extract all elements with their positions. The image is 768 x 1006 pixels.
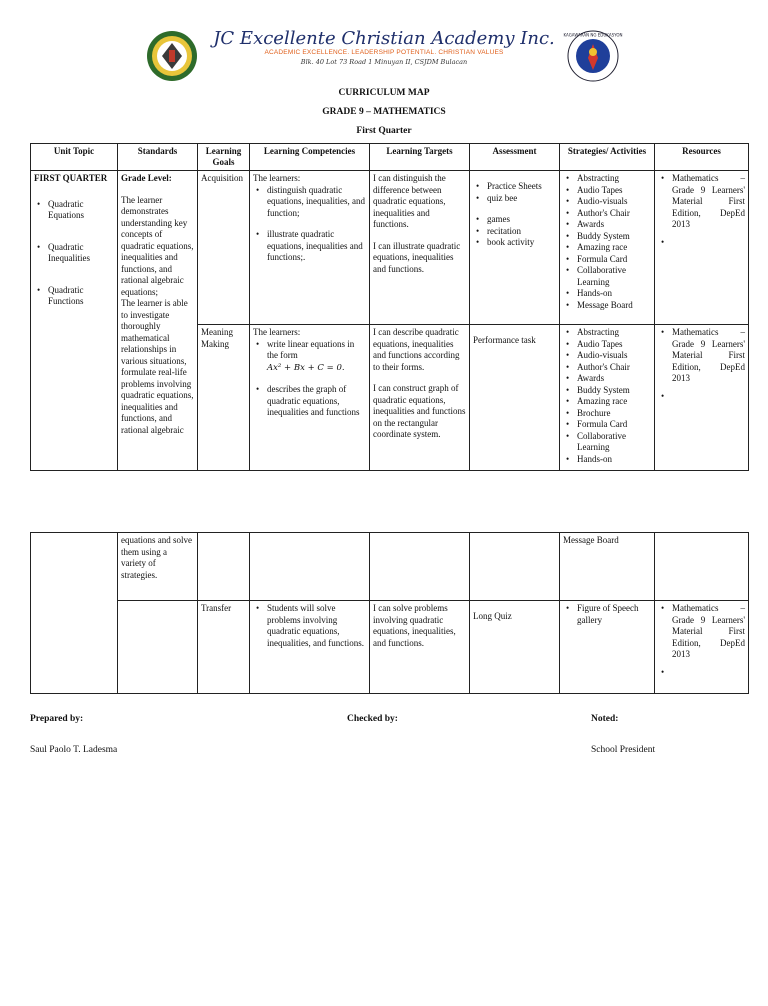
list-item: • Amazing race [563,396,651,408]
targets-cell [370,171,470,325]
list-item [658,391,745,403]
assessment-cell [470,325,560,471]
deped-ring-text: KAGAWARAN NG EDUKASYON [563,32,623,38]
assessment-cell [470,601,560,694]
col-standards: Standards [118,144,198,171]
list-item: • games [473,214,556,226]
resources-cell [655,171,749,325]
standards-text-1: The learner demonstrates understanding key concepts of quadratic equations, inequalities and functions, and rational algebraic equations; [121,194,194,297]
competency-intro: The learners: [253,173,301,183]
unit-topic-cell [31,171,118,471]
subject-title: GRADE 9 – MATHEMATICS [322,107,446,117]
school-name: JC Excellente Christian Academy Inc. [213,28,555,49]
competency-text: write linear equations in the form [267,338,355,360]
prepared-by-name: Saul Paolo T. Ladesma [30,745,118,755]
assessment-text: Performance task [473,335,536,345]
list-item: • Abstracting [563,173,651,185]
goal-meaning-making: Meaning Making [198,325,250,471]
list-item [253,339,366,375]
target-text: I can illustrate quadratic equations, inequalities and functions. [373,240,461,274]
list-item: • Formula Card [563,254,651,266]
list-item: • Mathematics – Grade 9 Learners' Material First Edition, DepEd 2013 [658,173,745,231]
targets-cell: I can solve problems involving quadratic equations, inequalities, and functions. [370,601,470,694]
col-assessment: Assessment [470,144,560,171]
list-item: • describes the graph of quadratic equations, inequalities and functions [253,384,366,419]
list-item: • illustrate quadratic equations, inequalities and functions;. [253,229,366,264]
table-row [31,533,749,601]
competency-cell [250,171,370,325]
list-item: • Figure of Speech gallery [563,603,651,626]
strategies-cell [560,171,655,325]
standards-text-2: The learner is able to investigate thoroughly mathematical relationships in various situations, formulate real-life problems involving quadratic equations, inequalities and functions, and rational algebraic [121,298,194,435]
doc-title: CURRICULUM MAP [338,88,430,98]
standards-label: Grade Level: [121,173,172,183]
list-item: • Hands-on [563,288,651,300]
competency-cell [250,601,370,694]
goal-transfer: Transfer [198,601,250,694]
col-strategies: Strategies/ Activities [560,144,655,171]
curriculum-table [30,143,749,471]
list-item: • Buddy System [563,385,651,397]
noted-label: Noted: [591,714,619,724]
col-unit-topic: Unit Topic [31,144,118,171]
list-item: • recitation [473,226,556,238]
target-text: I can describe quadratic equations, inequalities and functions according to their forms. [373,327,460,372]
competency-intro: The learners: [253,327,301,337]
assessment-cell [470,533,560,601]
list-item [658,237,745,249]
resources-cell [655,325,749,471]
table-row [31,171,749,325]
list-item: • Audio-visuals [563,196,651,208]
competency-cell [250,325,370,471]
list-item: • Practice Sheets [473,181,556,193]
strategies-cell [560,325,655,471]
list-item: • Formula Card [563,419,651,431]
list-item: • Awards [563,373,651,385]
list-item: • Amazing race [563,242,651,254]
list-item: • Quadratic Functions [34,285,114,308]
goal-cell [198,533,250,601]
competency-cell [250,533,370,601]
goal-acquisition: Acquisition [198,171,250,325]
col-resources: Resources [655,144,749,171]
list-item: • Awards [563,219,651,231]
list-item: • Students will solve problems involving quadratic equations, inequalities, and functions. [253,603,366,649]
strategies-cell [560,601,655,694]
target-text: I can construct graph of quadratic equations, inequalities and functions on the rectangular coordinate system. [373,383,466,439]
list-item: • Brochure [563,408,651,420]
list-item: • book activity [473,237,556,249]
list-item: • Mathematics – Grade 9 Learners' Material First Edition, DepEd 2013 [658,603,745,661]
list-item: • Audio-visuals [563,350,651,362]
list-item: • Quadratic Equations [34,199,114,222]
list-item: • Message Board [563,300,651,312]
list-item: • Collaborative Learning [563,265,651,288]
resources-cell [655,533,749,601]
list-item: • Mathematics – Grade 9 Learners' Material First Edition, DepEd 2013 [658,327,745,385]
school-address: Blk. 40 Lot 73 Road 1 Minuyan II, CSJDM Bulacan [300,58,468,66]
quarter-title: First Quarter [356,126,412,136]
col-learning-goals: Learning Goals [198,144,250,171]
list-item: • Abstracting [563,327,651,339]
list-item: • Buddy System [563,231,651,243]
table-row [31,601,749,694]
list-item: • Collaborative Learning [563,431,651,454]
assessment-text: Long Quiz [473,611,512,621]
standards-cell [118,171,198,471]
header-row [31,144,749,171]
unit-heading: FIRST QUARTER [34,173,108,183]
list-item: • quiz bee [473,193,556,205]
prepared-by-label: Prepared by: [30,714,84,724]
targets-cell [370,533,470,601]
unit-topic-cell [31,533,118,694]
strategies-cell: Message Board [560,533,655,601]
list-item: • Hands-on [563,454,651,466]
standards-cell [118,601,198,694]
resources-cell [655,601,749,694]
noted-by-name: School President [591,745,656,755]
target-text: I can distinguish the difference between quadratic equations, inequalities and functions. [373,173,446,229]
curriculum-table-continued [30,532,749,694]
list-item: • distinguish quadratic equations, inequalities, and function; [253,185,366,220]
col-learning-competencies: Learning Competencies [250,144,370,171]
school-motto: ACADEMIC EXCELLENCE. LEADERSHIP POTENTIAL. CHRISTIAN VALUES [264,49,504,56]
col-learning-targets: Learning Targets [370,144,470,171]
assessment-cell [470,171,560,325]
list-item: • Audio Tapes [563,339,651,351]
list-item: • Audio Tapes [563,185,651,197]
standards-cell: equations and solve them using a variety of strategies. [118,533,198,601]
checked-by-label: Checked by: [347,714,398,724]
list-item: • Author's Chair [563,208,651,220]
quadratic-equation: Ax² + Bx + C = 0. [267,362,345,373]
targets-cell [370,325,470,471]
list-item: • Quadratic Inequalities [34,242,114,265]
list-item [658,667,745,679]
list-item: • Author's Chair [563,362,651,374]
